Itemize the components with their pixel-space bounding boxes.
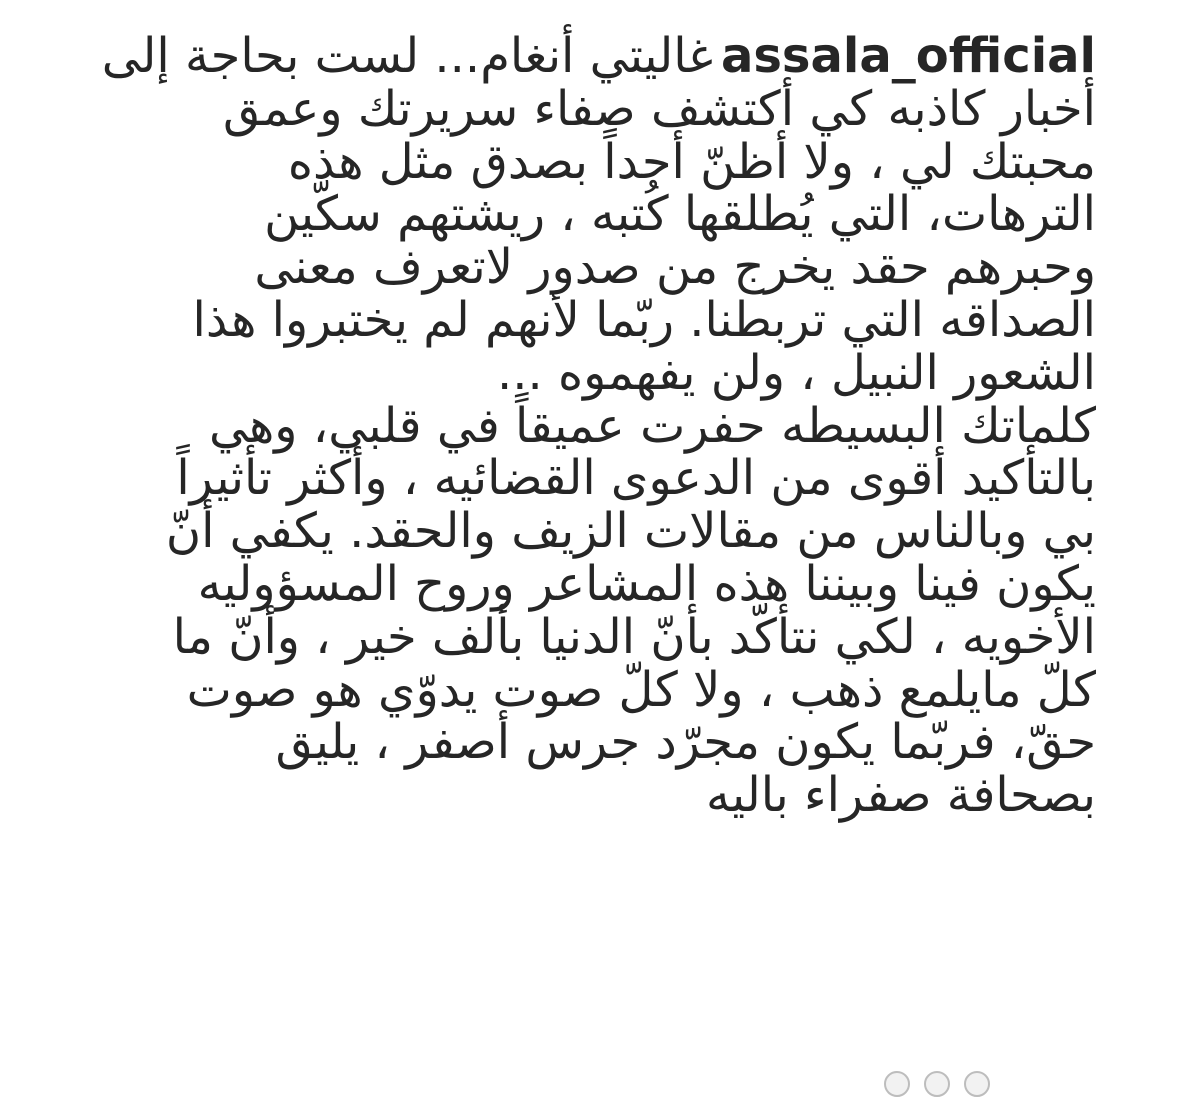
post-caption <box>96 30 1096 822</box>
caption-line-6: الصداقه التي تربطنا. ربّما لأنهم لم يختبروا هذا <box>192 291 1096 348</box>
caption-line-1 <box>96 30 1096 83</box>
caption-line-5: وحبرهم حقد يخرج من صدور لاتعرف معنى <box>254 239 1096 296</box>
caption-text: غاليتي أنغام... لست بحاجة إلى <box>101 28 713 84</box>
caption-line-2: أخبار كاذبه كي أكتشف صفاء سريرتك وعمق <box>222 80 1096 137</box>
caption-line-7: الشعور النبيل ، ولن يفهموه ... <box>496 344 1096 401</box>
caption-line-8: كلماتك البسيطه حفرت عميقاً في قلبي، وهي <box>208 397 1096 454</box>
caption-line-15: بصحافة صفراء باليه <box>705 767 1096 824</box>
caption-line-9: بالتأكيد أقوى من الدعوى القضائيه ، وأكثر تأثيراً <box>176 450 1096 507</box>
caption-line-12: الأخويه ، لكي نتأكّد بأنّ الدنيا بألف خير ، وأنّ ما <box>172 608 1096 665</box>
caption-line-14: حقّ، فربّما يكون مجرّد جرس أصفر ، يليق <box>275 714 1096 771</box>
avatar <box>884 1071 910 1097</box>
caption-line-13: كلّ مايلمع ذهب ، ولا كلّ صوت يدوّي هو صوت <box>186 661 1096 718</box>
caption-line-4: الترهات، التي يُطلقها كُتبه ، ريشتهم سكّين <box>264 186 1096 243</box>
caption-line-3: محبتك لي ، ولا أظنّ أحداً بصدق مثل هذه <box>287 133 1096 190</box>
post-footer <box>0 1071 1200 1089</box>
reaction-avatars <box>884 1071 990 1097</box>
caption-line-11: يكون فينا وبيننا هذه المشاعر وروح المسؤوليه <box>197 555 1096 612</box>
avatar <box>924 1071 950 1097</box>
username-link[interactable]: assala_official <box>720 28 1096 84</box>
avatar <box>964 1071 990 1097</box>
caption-line-10: بي وبالناس من مقالات الزيف والحقد. يكفي أنّ <box>165 503 1096 560</box>
